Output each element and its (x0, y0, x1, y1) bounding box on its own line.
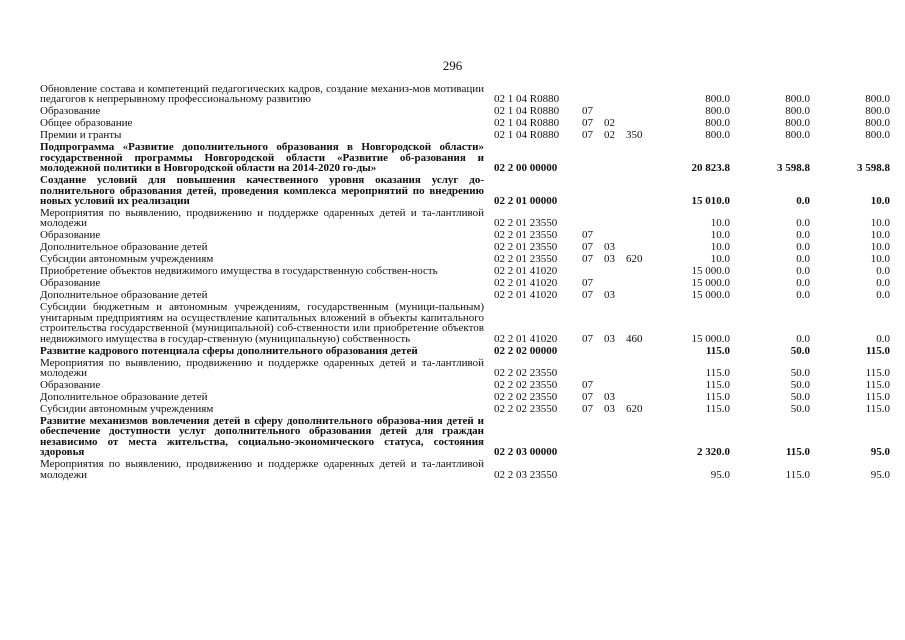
row-section: 07 (582, 254, 593, 266)
row-value-1: 2 320.0 (697, 446, 730, 459)
row-subsection (602, 230, 624, 242)
row-value-1: 15 000.0 (691, 290, 730, 302)
row-value-1: 115.0 (705, 380, 730, 392)
row-code: 02 2 01 23550 (494, 230, 558, 242)
row-code: 02 1 04 R0880 (494, 106, 560, 118)
row-code: 02 2 02 23550 (494, 380, 558, 392)
row-code: 02 2 02 23550 (494, 367, 558, 380)
page-number: 296 (442, 58, 463, 73)
row-value-1: 15 000.0 (691, 332, 730, 345)
row-subsection: 02 (604, 130, 615, 142)
row-value-1: 10.0 (710, 217, 730, 230)
row-value-1: 15 000.0 (691, 278, 730, 290)
row-expense-type (624, 208, 658, 230)
row-expense-type: 620 (626, 254, 643, 266)
row-name: Образование (40, 277, 101, 290)
row-section (580, 266, 602, 278)
row-section (580, 175, 602, 208)
row-value-1: 15 000.0 (691, 266, 730, 278)
row-value-2: 0.0 (796, 254, 810, 266)
row-name: Образование (40, 105, 101, 118)
row-subsection (602, 380, 624, 392)
row-value-2: 0.0 (796, 242, 810, 254)
row-value-3: 800.0 (865, 106, 890, 118)
row-code: 02 2 01 00000 (494, 195, 558, 208)
row-name: Развитие кадрового потенциала сферы дополнительного образования детей (40, 344, 418, 357)
row-value-1: 800.0 (705, 106, 730, 118)
row-value-3: 10.0 (870, 230, 890, 242)
row-expense-type (624, 106, 658, 118)
row-name: Подпрограмма «Развитие дополнительного образования в Новгородской области» государственной программы Новгородской области «Развитие об-разования и молодежной политики в Новгородской области на 2014-2020 го-ды» (40, 141, 484, 175)
row-code: 02 2 01 23550 (494, 254, 558, 266)
row-subsection: 03 (604, 332, 615, 345)
row-code: 02 2 03 23550 (494, 468, 558, 481)
row-expense-type (624, 242, 658, 254)
row-expense-type (624, 230, 658, 242)
row-value-3: 95.0 (870, 468, 890, 481)
row-subsection (602, 278, 624, 290)
row-expense-type: 460 (626, 332, 643, 345)
row-expense-type (624, 459, 658, 481)
row-code: 02 2 01 23550 (494, 242, 558, 254)
table-row (40, 118, 890, 130)
table-row (40, 416, 890, 459)
row-section: 07 (582, 230, 593, 242)
row-section: 07 (582, 380, 593, 392)
table-row (40, 106, 890, 118)
row-code: 02 2 02 23550 (494, 392, 558, 404)
row-section: 07 (582, 106, 593, 118)
row-value-2: 50.0 (790, 392, 810, 404)
row-subsection: 03 (604, 392, 615, 404)
table-row (40, 266, 890, 278)
table-row (40, 346, 890, 358)
row-value-2: 50.0 (790, 380, 810, 392)
row-value-2: 0.0 (796, 332, 810, 345)
row-name: Мероприятия по выявлению, продвижению и поддержке одаренных детей и та-лантливой молодежи (40, 207, 484, 230)
row-expense-type: 350 (626, 130, 643, 142)
row-code: 02 2 01 41020 (494, 332, 558, 345)
row-subsection: 03 (604, 404, 615, 416)
table-row (40, 142, 890, 175)
row-name: Премии и гранты (40, 129, 122, 142)
row-value-2: 50.0 (790, 404, 810, 416)
row-name: Образование (40, 229, 101, 242)
row-subsection (602, 416, 624, 459)
row-subsection (602, 142, 624, 175)
row-name: Приобретение объектов недвижимого имущества в государственную собствен-ность (40, 265, 438, 278)
row-value-1: 10.0 (710, 230, 730, 242)
row-value-1: 10.0 (710, 242, 730, 254)
row-value-1: 10.0 (710, 254, 730, 266)
row-code: 02 2 02 00000 (494, 345, 558, 357)
row-value-3: 115.0 (865, 345, 890, 357)
row-section: 07 (582, 290, 593, 302)
row-name: Создание условий для повышения качественного уровня оказания услуг до-полнительного образования детей, проведения комплекса мероприятий по внедрению новых условий их реализации (40, 174, 484, 208)
row-name: Мероприятия по выявлению, продвижению и поддержке одаренных детей и та-лантливой молодежи (40, 356, 484, 380)
row-name: Дополнительное образование детей (40, 241, 208, 254)
row-expense-type (624, 346, 658, 358)
row-value-3: 800.0 (865, 118, 890, 130)
row-expense-type (624, 175, 658, 208)
row-expense-type (624, 118, 658, 130)
row-value-3: 115.0 (865, 380, 890, 392)
row-expense-type (624, 416, 658, 459)
row-subsection: 02 (604, 118, 615, 130)
row-name: Развитие механизмов вовлечения детей в сферу дополнительного образова-ния детей и обеспечение доступности услуг дополнительного образования детей для граждан независимо от места жительства, социально-экономического статуса, состояния здоровья (40, 415, 484, 459)
table-row (40, 175, 890, 208)
row-value-1: 115.0 (705, 392, 730, 404)
row-name: Мероприятия по выявлению, продвижению и поддержке одаренных детей и та-лантливой молодежи (40, 458, 484, 481)
row-value-2: 0.0 (796, 266, 810, 278)
row-section: 07 (582, 278, 593, 290)
row-code: 02 1 04 R0880 (494, 118, 560, 130)
row-subsection (602, 208, 624, 230)
row-value-2: 0.0 (796, 278, 810, 290)
row-subsection (602, 106, 624, 118)
row-name: Субсидии автономным учреждениям (40, 403, 214, 416)
row-section (580, 142, 602, 175)
row-expense-type (624, 142, 658, 175)
row-subsection (602, 459, 624, 481)
table-row (40, 208, 890, 230)
row-value-2: 0.0 (796, 230, 810, 242)
row-expense-type: 620 (626, 404, 643, 416)
row-code: 02 1 04 R0880 (494, 130, 560, 142)
row-value-3: 10.0 (870, 254, 890, 266)
row-code: 02 2 03 00000 (494, 446, 558, 459)
row-value-3: 0.0 (876, 332, 890, 345)
row-value-3: 10.0 (870, 242, 890, 254)
row-code: 02 1 04 R0880 (494, 93, 560, 106)
row-name: Дополнительное образование детей (40, 289, 208, 302)
row-name: Субсидии бюджетным и автономным учреждениям, государственным (муници-пальным) унитарным предприятиям на осуществление капитальных вложений в объекты капитального строительства государственной (муниципальной) соб-ственности или приобретение объектов недвижимого имущества в государ-ственную (муниципальную) собственность (40, 301, 484, 345)
row-subsection (602, 266, 624, 278)
table-row (40, 459, 890, 481)
row-value-3: 800.0 (865, 93, 890, 106)
row-value-1: 20 823.8 (691, 162, 730, 175)
row-name: Общее образование (40, 117, 133, 130)
row-value-3: 10.0 (870, 195, 890, 208)
row-section (580, 346, 602, 358)
row-section (580, 358, 602, 380)
row-value-1: 800.0 (705, 130, 730, 142)
row-value-2: 0.0 (796, 195, 810, 208)
row-section: 07 (582, 130, 593, 142)
row-subsection (602, 358, 624, 380)
row-expense-type (624, 380, 658, 392)
row-value-3: 115.0 (865, 392, 890, 404)
row-subsection (602, 84, 624, 106)
row-code: 02 2 01 23550 (494, 217, 558, 230)
row-value-2: 800.0 (785, 106, 810, 118)
row-value-1: 115.0 (705, 367, 730, 380)
row-expense-type (624, 84, 658, 106)
table-body (40, 84, 890, 482)
row-section: 07 (582, 392, 593, 404)
row-expense-type (624, 290, 658, 302)
row-value-3: 0.0 (876, 266, 890, 278)
row-value-1: 95.0 (710, 468, 730, 481)
row-code: 02 2 01 41020 (494, 266, 558, 278)
row-value-2: 115.0 (785, 446, 810, 459)
row-value-2: 50.0 (790, 367, 810, 380)
row-expense-type (624, 358, 658, 380)
row-section: 07 (582, 118, 593, 130)
row-subsection: 03 (604, 290, 615, 302)
row-subsection (602, 175, 624, 208)
row-section: 07 (582, 242, 593, 254)
table-row (40, 84, 890, 106)
row-value-1: 115.0 (705, 404, 730, 416)
row-value-1: 800.0 (705, 118, 730, 130)
row-value-3: 3 598.8 (857, 162, 890, 175)
row-value-2: 3 598.8 (777, 162, 810, 175)
row-expense-type (624, 266, 658, 278)
row-value-1: 800.0 (705, 93, 730, 106)
row-code: 02 2 00 00000 (494, 162, 558, 175)
row-expense-type (624, 278, 658, 290)
row-value-2: 800.0 (785, 93, 810, 106)
row-value-2: 800.0 (785, 130, 810, 142)
row-value-1: 115.0 (705, 345, 730, 357)
row-value-3: 800.0 (865, 130, 890, 142)
row-section: 07 (582, 332, 593, 345)
row-name: Дополнительное образование детей (40, 391, 208, 404)
row-value-1: 15 010.0 (691, 195, 730, 208)
row-value-3: 115.0 (865, 367, 890, 380)
row-value-3: 0.0 (876, 290, 890, 302)
row-code: 02 2 02 23550 (494, 404, 558, 416)
row-subsection (602, 346, 624, 358)
row-value-2: 0.0 (796, 290, 810, 302)
row-subsection: 03 (604, 254, 615, 266)
row-value-2: 800.0 (785, 118, 810, 130)
row-value-3: 0.0 (876, 278, 890, 290)
row-value-3: 115.0 (865, 404, 890, 416)
row-code: 02 2 01 41020 (494, 278, 558, 290)
row-value-3: 10.0 (870, 217, 890, 230)
row-value-2: 50.0 (790, 345, 810, 357)
row-section (580, 416, 602, 459)
row-section (580, 84, 602, 106)
row-value-2: 115.0 (785, 468, 810, 481)
row-value-2: 0.0 (796, 217, 810, 230)
row-section (580, 459, 602, 481)
table-row (40, 358, 890, 380)
row-value-3: 95.0 (870, 446, 890, 459)
row-code: 02 2 01 41020 (494, 290, 558, 302)
table-row (40, 302, 890, 345)
row-name: Обновление состава и компетенций педагогических кадров, создание механиз-мов мотивации педагогов к непрерывному профессиональному развитию (40, 83, 484, 106)
row-section: 07 (582, 404, 593, 416)
row-subsection: 03 (604, 242, 615, 254)
row-name: Образование (40, 379, 101, 392)
row-name: Субсидии автономным учреждениям (40, 253, 214, 266)
row-section (580, 208, 602, 230)
budget-table (40, 84, 890, 482)
row-expense-type (624, 392, 658, 404)
